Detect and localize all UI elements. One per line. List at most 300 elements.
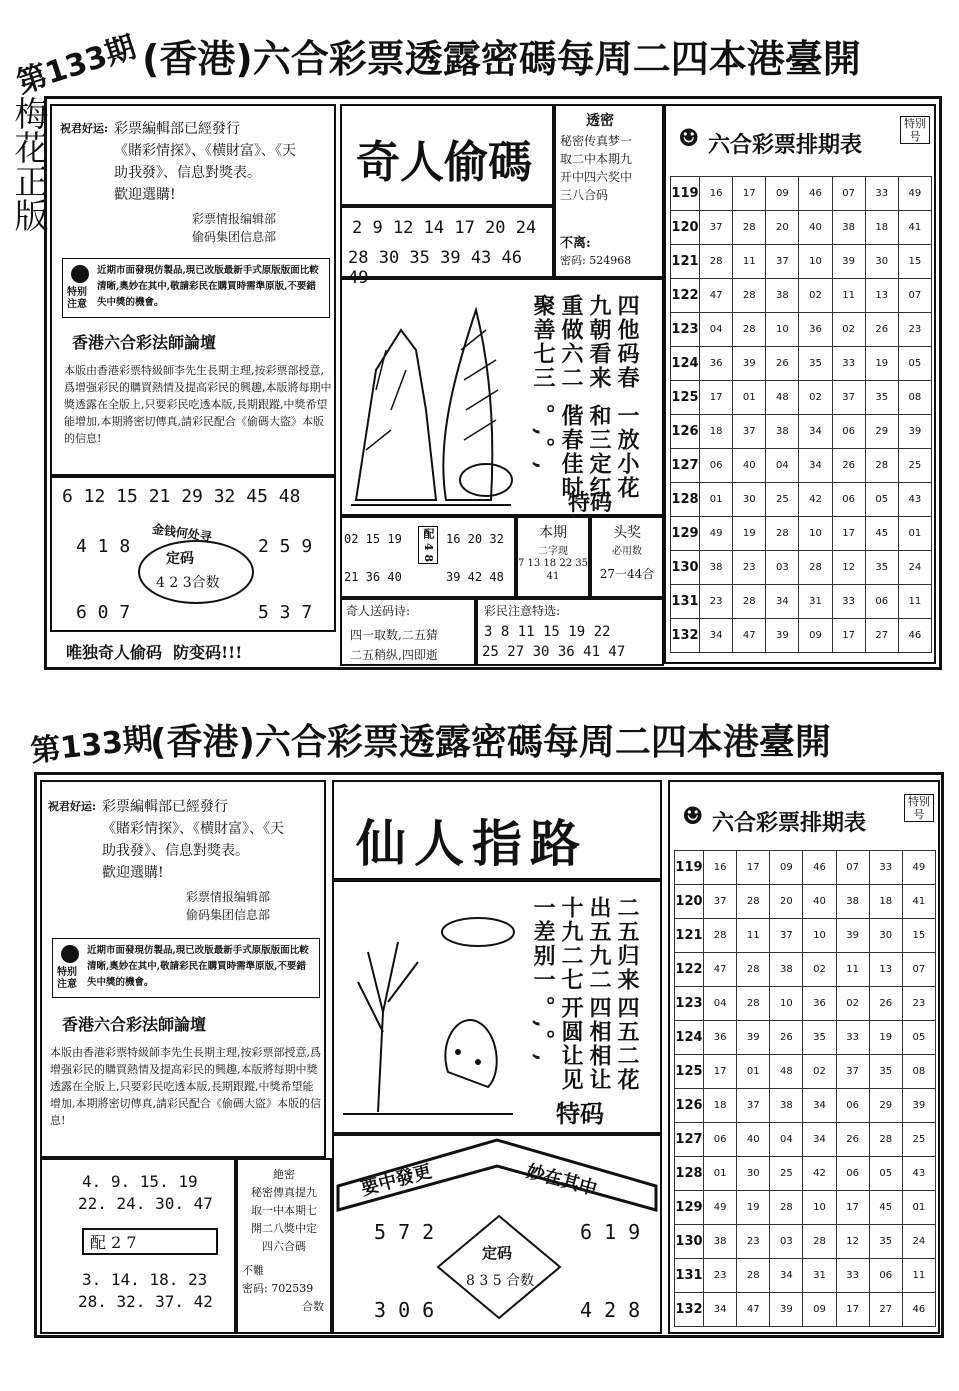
draw-number: 25	[770, 1157, 803, 1191]
poem-column: 九朝看来	[586, 294, 612, 390]
disc-icon	[61, 945, 79, 963]
issue-number: 123	[675, 987, 704, 1021]
draw-number: 46	[902, 1293, 935, 1327]
poem-column: 聚善七三	[530, 294, 556, 390]
xianren-wheel-box	[332, 1134, 662, 1334]
draw-number: 38	[770, 1089, 803, 1123]
top-left-lower	[50, 476, 336, 632]
diamond-frame	[434, 1212, 564, 1322]
draw-number: 28	[770, 1191, 803, 1225]
draw-number: 23	[902, 987, 935, 1021]
publisher-line: 彩票情报编辑部	[186, 890, 271, 904]
draw-number: 09	[799, 619, 832, 653]
notice-text: 近期市面發現仿製品,現已改版最新手式原版版面比較清晰,奧妙在其中,敬請彩民在購買時需準原版,不要錯失中獎的機會。	[87, 945, 309, 988]
draw-number: 27	[865, 619, 898, 653]
draw-number: 10	[799, 245, 832, 279]
caimin-box	[476, 598, 664, 666]
main-nums-box	[340, 206, 554, 288]
draw-number: 23	[700, 585, 733, 619]
jm-line: 四六合碼	[262, 1240, 306, 1253]
draw-number: 35	[869, 1225, 902, 1259]
forum-text: 本版由香港彩票特級師李先生長期主理,按彩票部授意,爲增强彩民的購買熱情及提高彩民的興趣,本版將每期中獎透露在全版上,只要彩民吃透本版,長期跟蹤,中獎希望能增加,本期將密切傳真,請彩民配合《偷碼大盜》本版的信息!	[50, 1046, 321, 1127]
draw-number: 34	[799, 415, 832, 449]
draw-number: 17	[700, 381, 733, 415]
issue-number: 120	[671, 211, 700, 245]
schedule-row	[671, 551, 932, 585]
publisher	[186, 888, 270, 924]
issue-number: 130	[675, 1225, 704, 1259]
landscape-illustration	[346, 290, 516, 510]
issue-number: 127	[671, 449, 700, 483]
issue-number: 128	[671, 483, 700, 517]
draw-number: 40	[733, 449, 766, 483]
xianren-poem-box	[332, 880, 662, 1134]
dingma-label: 定码	[166, 551, 194, 567]
draw-number: 38	[832, 211, 865, 245]
draw-number: 26	[865, 313, 898, 347]
draw-number: 38	[766, 415, 799, 449]
draw-number: 18	[869, 885, 902, 919]
draw-number: 08	[898, 381, 931, 415]
bottom-left-column	[40, 780, 326, 1158]
draw-number: 47	[700, 279, 733, 313]
draw-number: 34	[803, 1123, 836, 1157]
notice-label: 特别注意	[57, 967, 77, 990]
jm-line: 秘密傳真提九	[251, 1186, 317, 1199]
schedule-special: 特别号	[904, 794, 934, 822]
draw-number: 31	[799, 585, 832, 619]
draw-number: 37	[836, 1055, 869, 1089]
draw-number: 13	[869, 953, 902, 987]
draw-number: 06	[836, 1157, 869, 1191]
greeting-line: 彩票編輯部已經發行	[114, 121, 240, 137]
draw-number: 11	[836, 953, 869, 987]
draw-number: 33	[836, 1259, 869, 1293]
schedule-table	[670, 176, 932, 653]
draw-number: 47	[704, 953, 737, 987]
issue-number: 131	[675, 1259, 704, 1293]
bunan-label: 不難	[242, 1264, 264, 1277]
draw-number: 39	[836, 919, 869, 953]
draw-number: 09	[803, 1293, 836, 1327]
wheel-bl: 3 0 6	[374, 1298, 435, 1322]
wheel-br: 5 3 7	[258, 602, 313, 623]
draw-number: 06	[836, 1089, 869, 1123]
publisher-line: 偷码集团信息部	[192, 230, 277, 244]
draw-number: 37	[704, 885, 737, 919]
nums-b: 22. 24. 30. 47	[78, 1194, 213, 1213]
schedule-row	[671, 483, 932, 517]
schedule-row	[671, 177, 932, 211]
draw-number: 02	[832, 313, 865, 347]
wheel-tr: 2 5 9	[258, 536, 313, 557]
draw-number: 34	[704, 1293, 737, 1327]
draw-number: 34	[803, 1089, 836, 1123]
toujiang-box	[590, 516, 664, 598]
mima: 密码: 702539	[242, 1282, 314, 1295]
draw-number: 11	[898, 585, 931, 619]
bottom-issue: 第133期	[28, 721, 155, 770]
main-nums-2: 28 30 35 39 43 46 49	[348, 248, 522, 288]
draw-number: 03	[770, 1225, 803, 1259]
draw-number: 17	[836, 1293, 869, 1327]
publisher-line: 彩票情报编辑部	[192, 212, 277, 226]
benqi-nums: 7 13 18 22 35 41	[518, 558, 588, 582]
dingma-number: 4 2 3合数	[156, 575, 220, 591]
issue-number: 124	[671, 347, 700, 381]
notice-text: 近期市面發現仿製品,現已改版最新手式原版版面比較清晰,奧妙在其中,敬請彩民在購買時需準原版,不要錯失中獎的機會。	[97, 265, 319, 308]
main-nums-1: 2 9 12 14 17 20 24	[352, 218, 537, 238]
draw-number: 06	[832, 415, 865, 449]
forum-title: 香港六合彩法師論壇	[62, 1015, 207, 1034]
tomi-line: 三八合码	[560, 188, 609, 202]
draw-number: 07	[836, 851, 869, 885]
publisher	[192, 210, 276, 246]
draw-number: 02	[836, 987, 869, 1021]
draw-number: 37	[733, 415, 766, 449]
draw-number: 41	[898, 211, 931, 245]
draw-number: 26	[832, 449, 865, 483]
poem-column: 一差别一	[530, 896, 556, 992]
draw-number: 39	[733, 347, 766, 381]
draw-number: 27	[869, 1293, 902, 1327]
pei-left-2: 21 36 40	[344, 570, 402, 584]
draw-number: 28	[737, 987, 770, 1021]
draw-number: 19	[733, 517, 766, 551]
draw-number: 09	[766, 177, 799, 211]
draw-number: 11	[737, 919, 770, 953]
draw-number: 46	[799, 177, 832, 211]
draw-number: 28	[733, 279, 766, 313]
issue-number: 119	[675, 851, 704, 885]
draw-number: 06	[869, 1259, 902, 1293]
issue-number: 125	[675, 1055, 704, 1089]
draw-number: 38	[700, 551, 733, 585]
schedule-row	[671, 619, 932, 653]
notice-box	[62, 258, 330, 318]
wheel-br: 4 2 8	[580, 1298, 641, 1322]
draw-number: 30	[869, 919, 902, 953]
draw-number: 06	[704, 1123, 737, 1157]
draw-number: 28	[733, 313, 766, 347]
draw-number: 02	[799, 279, 832, 313]
draw-number: 04	[704, 987, 737, 1021]
draw-number: 30	[865, 245, 898, 279]
jm-box	[236, 1158, 332, 1334]
draw-number: 28	[865, 449, 898, 483]
draw-number: 07	[898, 279, 931, 313]
schedule-row	[671, 415, 932, 449]
draw-number: 34	[770, 1259, 803, 1293]
draw-number: 06	[700, 449, 733, 483]
draw-number: 35	[865, 551, 898, 585]
draw-number: 38	[770, 953, 803, 987]
draw-number: 26	[766, 347, 799, 381]
draw-number: 33	[832, 585, 865, 619]
forum-title: 香港六合彩法師論壇	[72, 333, 217, 352]
draw-number: 35	[865, 381, 898, 415]
draw-number: 06	[865, 585, 898, 619]
poem-column: 四相相让	[586, 996, 612, 1092]
issue-number: 122	[671, 279, 700, 313]
draw-number: 07	[832, 177, 865, 211]
nums-a: 4. 9. 15. 19	[82, 1172, 198, 1191]
draw-number: 09	[770, 851, 803, 885]
schedule-row	[675, 885, 936, 919]
issue-number: 120	[675, 885, 704, 919]
notice-label: 特别注意	[67, 287, 87, 310]
schedule-row	[675, 1225, 936, 1259]
schedule-row	[671, 313, 932, 347]
draw-number: 08	[902, 1055, 935, 1089]
draw-number: 02	[803, 1055, 836, 1089]
pei-right-1: 16 20 32	[446, 532, 504, 546]
poem-block	[530, 896, 640, 992]
poem-column: 出五九二	[586, 896, 612, 992]
greeting-prefix: 祝君好运:	[60, 122, 109, 135]
draw-number: 16	[704, 851, 737, 885]
draw-number: 49	[902, 851, 935, 885]
draw-number: 33	[869, 851, 902, 885]
greeting-block	[102, 796, 326, 884]
mima: 密码: 524968	[560, 254, 632, 267]
schedule-row	[675, 1089, 936, 1123]
draw-number: 36	[799, 313, 832, 347]
issue-number: 131	[671, 585, 700, 619]
draw-number: 42	[803, 1157, 836, 1191]
poem-column: 四他码春	[614, 294, 640, 390]
draw-number: 47	[737, 1293, 770, 1327]
draw-number: 28	[733, 211, 766, 245]
issue-number: 126	[675, 1089, 704, 1123]
poem-column: 开圆让见	[558, 996, 584, 1092]
poem-box	[340, 278, 664, 516]
draw-number: 17	[832, 517, 865, 551]
poem-column: 。,。,	[530, 996, 556, 1064]
bottom-slogan: 唯独奇人偷码 防变码!!!	[66, 643, 243, 662]
poem-block	[530, 294, 640, 390]
issue-number: 127	[675, 1123, 704, 1157]
draw-number: 38	[836, 885, 869, 919]
draw-number: 48	[766, 381, 799, 415]
greeting-prefix: 祝君好运:	[48, 800, 97, 813]
draw-number: 11	[733, 245, 766, 279]
schedule-row	[675, 1055, 936, 1089]
issue-number: 119	[671, 177, 700, 211]
draw-number: 47	[733, 619, 766, 653]
draw-number: 42	[799, 483, 832, 517]
draw-number: 39	[832, 245, 865, 279]
draw-number: 17	[704, 1055, 737, 1089]
schedule-row	[675, 953, 936, 987]
draw-number: 28	[704, 919, 737, 953]
draw-number: 26	[869, 987, 902, 1021]
draw-number: 05	[898, 347, 931, 381]
schedule-row	[675, 1157, 936, 1191]
draw-number: 12	[832, 551, 865, 585]
draw-number: 02	[799, 381, 832, 415]
bottom-schedule	[668, 780, 940, 1334]
issue-number: 122	[675, 953, 704, 987]
draw-number: 29	[865, 415, 898, 449]
schedule-table	[674, 850, 936, 1327]
schedule-row	[671, 381, 932, 415]
benqi-sub: 二字现	[538, 546, 568, 557]
greeting-line: 歡迎選購!	[102, 865, 164, 881]
poem-column: 偕春佳时	[558, 404, 584, 500]
poem-column: 十九二七	[558, 896, 584, 992]
draw-number: 07	[902, 953, 935, 987]
draw-number: 33	[832, 347, 865, 381]
dingma-number: 8 3 5 合数	[466, 1273, 535, 1289]
issue-number: 125	[671, 381, 700, 415]
draw-number: 31	[803, 1259, 836, 1293]
benqi-title: 本期	[539, 525, 567, 541]
draw-number: 37	[832, 381, 865, 415]
schedule-row	[675, 1191, 936, 1225]
draw-number: 35	[869, 1055, 902, 1089]
draw-number: 49	[700, 517, 733, 551]
schedule-row	[675, 1123, 936, 1157]
draw-number: 20	[766, 211, 799, 245]
draw-number: 10	[803, 1191, 836, 1225]
tree-dog-illustration	[338, 892, 518, 1122]
draw-number: 05	[869, 1157, 902, 1191]
schedule-row	[671, 347, 932, 381]
draw-number: 37	[700, 211, 733, 245]
schedule-row	[675, 851, 936, 885]
draw-number: 38	[766, 279, 799, 313]
draw-number: 39	[898, 415, 931, 449]
numbers-row: 6 12 15 21 29 32 45 48	[62, 486, 301, 507]
schedule-title: 六合彩票排期表	[708, 133, 863, 158]
wheel-tl: 4 1 8	[76, 536, 131, 557]
bunan-label: 不离:	[560, 236, 591, 251]
publisher-line: 偷码集团信息部	[186, 908, 271, 922]
draw-number: 01	[898, 517, 931, 551]
top-schedule	[664, 104, 936, 664]
draw-number: 17	[733, 177, 766, 211]
greeting-line: 《賭彩情探》、《横財富》、《天	[102, 821, 284, 837]
issue-number: 130	[671, 551, 700, 585]
draw-number: 45	[869, 1191, 902, 1225]
draw-number: 28	[869, 1123, 902, 1157]
draw-number: 10	[770, 987, 803, 1021]
draw-number: 25	[766, 483, 799, 517]
draw-number: 26	[770, 1021, 803, 1055]
greeting-line: 歡迎選購!	[114, 187, 176, 203]
draw-number: 17	[832, 619, 865, 653]
issue-number: 123	[671, 313, 700, 347]
draw-number: 10	[766, 313, 799, 347]
tomi-title: 透密	[586, 113, 614, 129]
nums-c: 3. 14. 18. 23	[82, 1270, 208, 1289]
benqi-box	[516, 516, 590, 598]
draw-number: 24	[902, 1225, 935, 1259]
tomi-line: 取二中本期九	[560, 152, 633, 166]
poem-column: 一放小花	[614, 404, 640, 500]
draw-number: 23	[733, 551, 766, 585]
dingma-label: 定码	[482, 1244, 513, 1262]
draw-number: 02	[803, 953, 836, 987]
wheel-label: 金钱何处寻	[151, 521, 213, 545]
caimin-nums-1: 3 8 11 15 19 22	[484, 624, 611, 640]
top-title: (香港)六合彩票透露密碼每周二四本港臺開	[142, 37, 861, 81]
draw-number: 41	[902, 885, 935, 919]
caimin-nums-2: 25 27 30 36 41 47	[482, 644, 626, 660]
top-issue: 第133期	[12, 29, 141, 101]
pei-left-1: 02 15 19	[344, 532, 402, 546]
poem-column: 重做六二	[558, 294, 584, 390]
issue-number: 126	[671, 415, 700, 449]
issue-number: 121	[671, 245, 700, 279]
schedule-row	[675, 1293, 936, 1327]
schedule-row	[671, 585, 932, 619]
pei-mid: 配 4 8	[418, 526, 438, 564]
nums-d: 28. 32. 37. 42	[78, 1292, 213, 1311]
tomi-line: 秘密传真梦一	[560, 134, 633, 148]
draw-number: 28	[737, 1259, 770, 1293]
schedule-title: 六合彩票排期表	[712, 811, 867, 836]
draw-number: 36	[803, 987, 836, 1021]
draw-number: 23	[737, 1225, 770, 1259]
draw-number: 16	[700, 177, 733, 211]
draw-number: 15	[902, 919, 935, 953]
schedule-row	[675, 919, 936, 953]
draw-number: 40	[803, 885, 836, 919]
draw-number: 03	[766, 551, 799, 585]
main-title-box	[340, 104, 554, 206]
jm-line: 開二八獎中定	[251, 1222, 317, 1235]
greeting-line: 《賭彩情探》、《横財富》、《天	[114, 143, 296, 159]
draw-number: 13	[865, 279, 898, 313]
tema-label: 特码	[568, 491, 613, 516]
draw-number: 12	[836, 1225, 869, 1259]
jm-title: 絶密	[273, 1168, 295, 1181]
draw-number: 36	[700, 347, 733, 381]
wheel-tr: 6 1 9	[580, 1220, 641, 1244]
greeting-line: 助我發》、信息對獎表。	[114, 165, 261, 181]
poem-column: 二五归来	[614, 896, 640, 992]
draw-number: 20	[770, 885, 803, 919]
draw-number: 49	[898, 177, 931, 211]
draw-number: 29	[869, 1089, 902, 1123]
poem-block-2	[530, 996, 640, 1092]
draw-number: 11	[832, 279, 865, 313]
issue-number: 128	[675, 1157, 704, 1191]
draw-number: 40	[799, 211, 832, 245]
draw-number: 15	[898, 245, 931, 279]
draw-number: 39	[766, 619, 799, 653]
toujiang-title: 头奖	[613, 525, 641, 541]
main-title: 奇人偷碼	[356, 137, 532, 188]
schedule-row	[671, 279, 932, 313]
pei-right-2: 39 42 48	[446, 570, 504, 584]
issue-number: 132	[671, 619, 700, 653]
draw-number: 30	[733, 483, 766, 517]
draw-number: 26	[836, 1123, 869, 1157]
caimin-title: 彩民注意特选:	[484, 604, 561, 618]
schedule-row	[671, 517, 932, 551]
mascot-icon: ☻	[682, 802, 704, 830]
draw-number: 01	[902, 1191, 935, 1225]
draw-number: 43	[902, 1157, 935, 1191]
draw-number: 28	[766, 517, 799, 551]
draw-number: 25	[898, 449, 931, 483]
draw-number: 33	[836, 1021, 869, 1055]
schedule-row	[671, 449, 932, 483]
draw-number: 34	[799, 449, 832, 483]
